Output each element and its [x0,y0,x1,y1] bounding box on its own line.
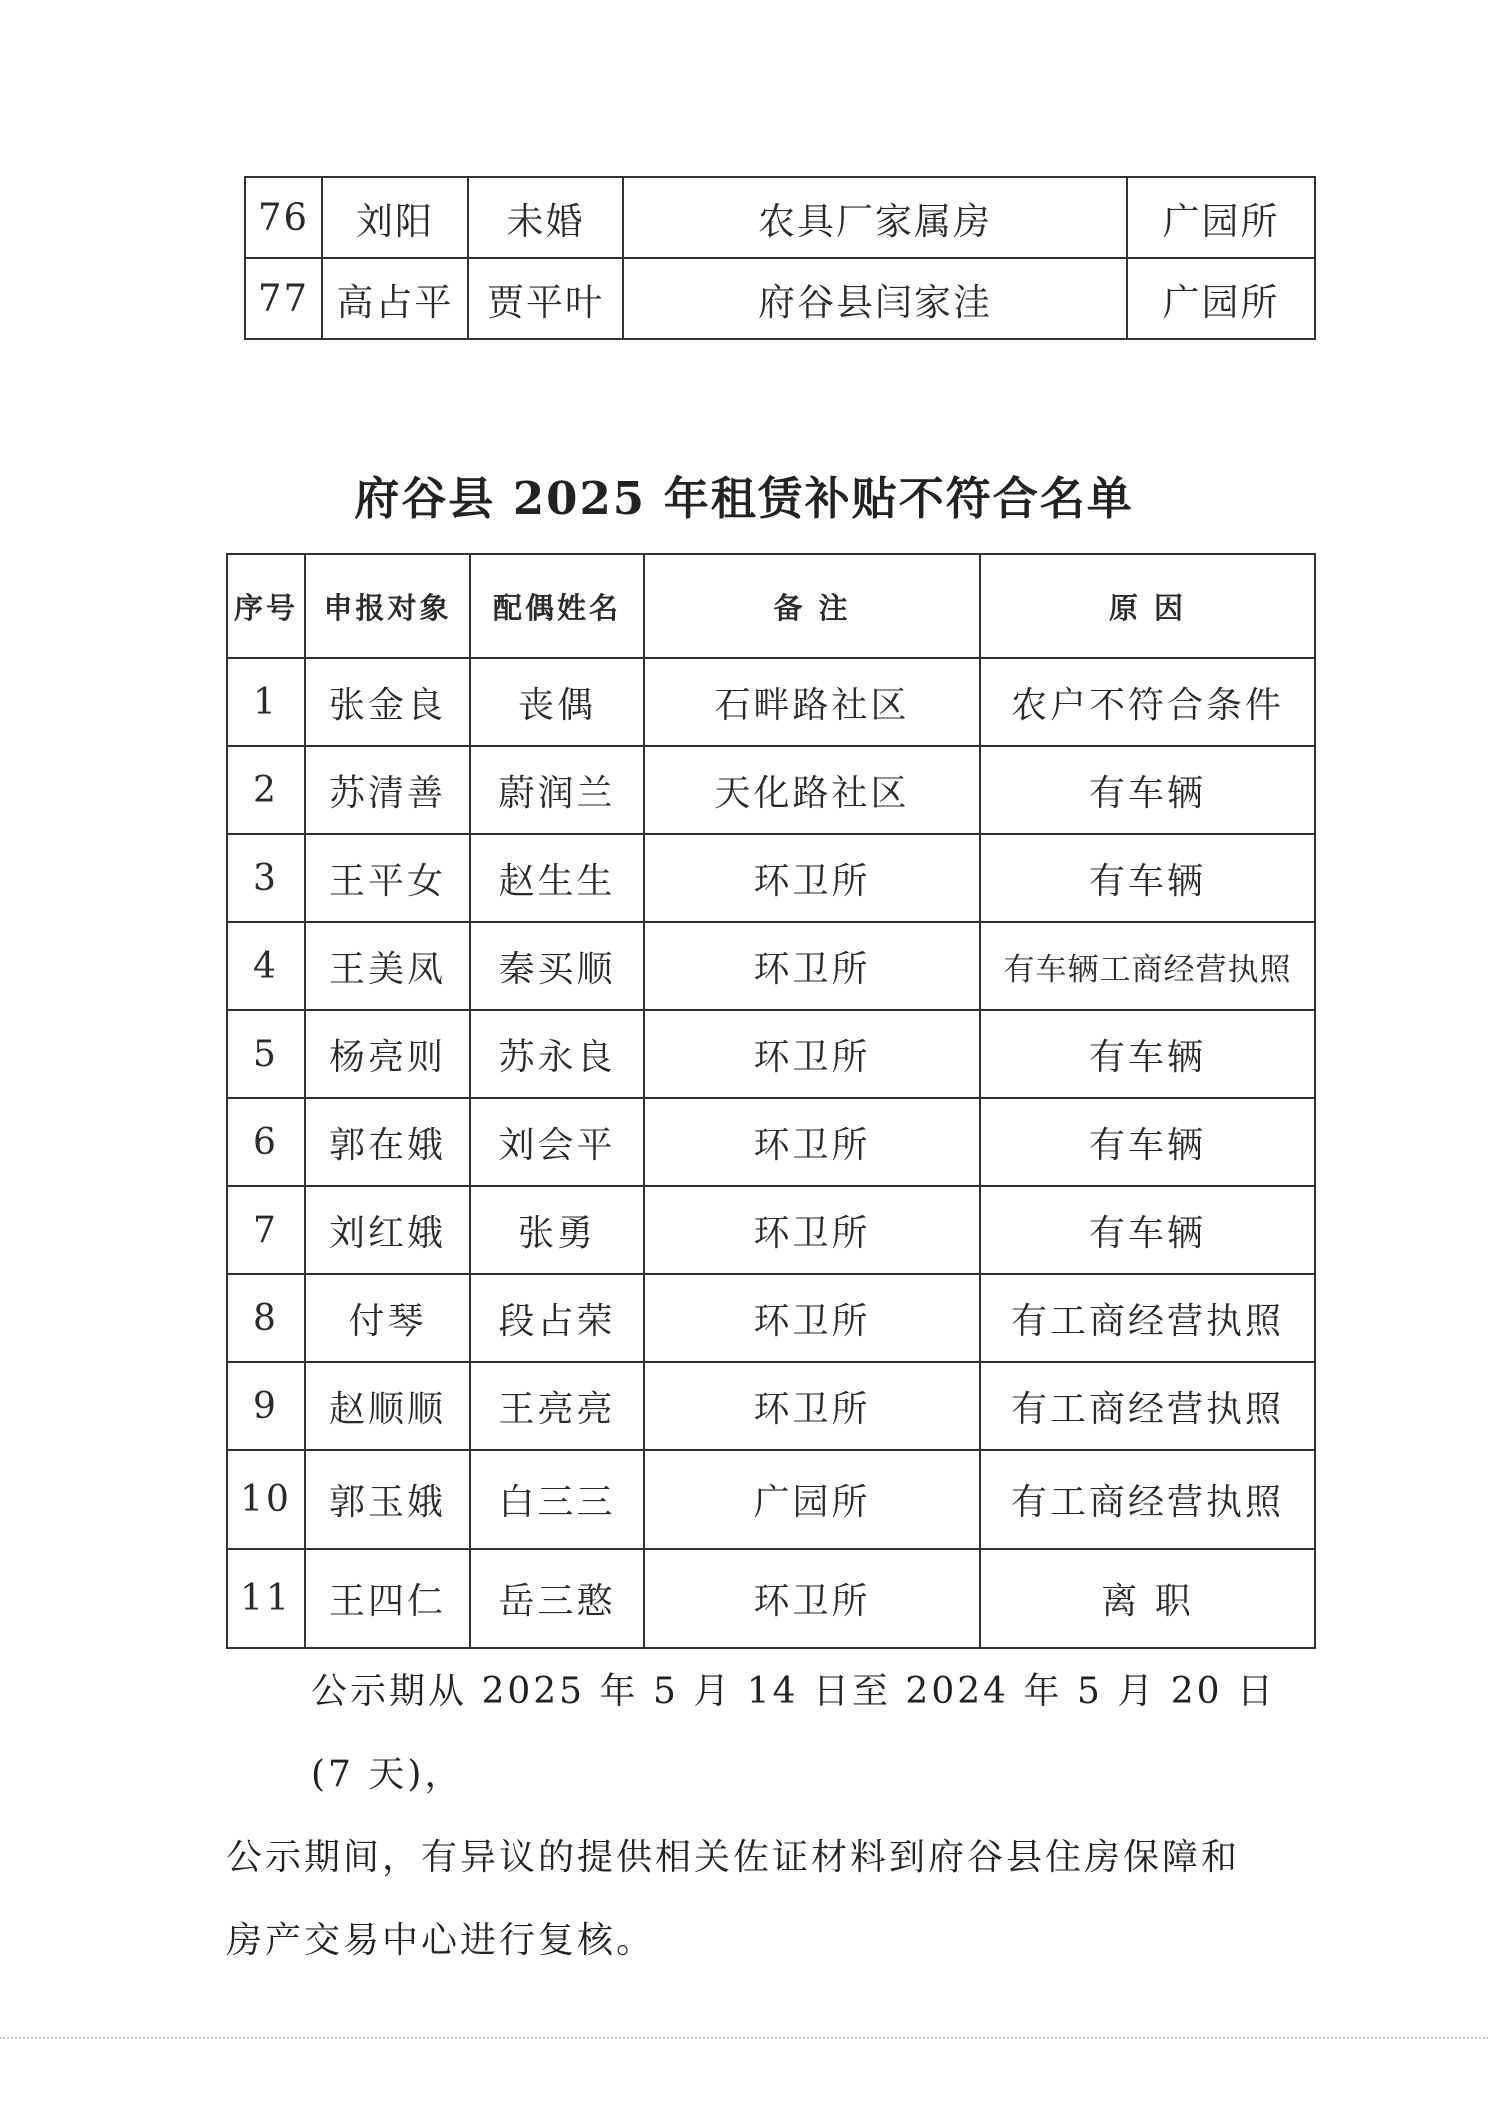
notice-line-2: 公示期间，有异议的提供相关佐证材料到府谷县住房保障和 [226,1837,1241,1878]
applicant-name: 郭玉娥 [305,1450,470,1549]
row-number: 7 [227,1186,305,1274]
table-row [245,258,1315,339]
continuation-table [244,176,1316,340]
remark: 环卫所 [644,1362,980,1450]
header-number: 序号 [227,554,305,658]
applicant-name: 苏清善 [305,746,470,834]
remark: 广园所 [644,1450,980,1549]
spouse-name: 王亮亮 [470,1362,644,1450]
spouse-name: 未婚 [468,177,623,258]
reason: 有工商经营执照 [980,1450,1315,1549]
unit: 广园所 [1127,177,1315,258]
header-reason: 原 因 [980,554,1315,658]
applicant-name: 杨亮则 [305,1010,470,1098]
reason: 有车辆 [980,834,1315,922]
scan-artifact-line [0,2037,1488,2039]
remark: 环卫所 [644,1274,980,1362]
spouse-name: 白三三 [470,1450,644,1549]
notice-paragraph [226,1650,1316,1982]
ineligible-list-table [226,553,1316,1649]
spouse-name: 秦买顺 [470,922,644,1010]
header-applicant: 申报对象 [305,554,470,658]
table-row [227,1450,1315,1549]
row-number: 3 [227,834,305,922]
remark: 环卫所 [644,1549,980,1648]
address: 府谷县闫家洼 [623,258,1127,339]
reason: 有工商经营执照 [980,1274,1315,1362]
applicant-name: 张金良 [305,658,470,746]
table-header-row [227,554,1315,658]
row-number: 9 [227,1362,305,1450]
header-spouse: 配偶姓名 [470,554,644,658]
reason: 有工商经营执照 [980,1362,1315,1450]
row-number: 76 [245,177,322,258]
reason: 离 职 [980,1549,1315,1648]
unit: 广园所 [1127,258,1315,339]
table-row [227,1362,1315,1450]
remark: 环卫所 [644,1186,980,1274]
remark: 环卫所 [644,1010,980,1098]
row-number: 8 [227,1274,305,1362]
row-number: 10 [227,1450,305,1549]
spouse-name: 丧偶 [470,658,644,746]
reason: 农户不符合条件 [980,658,1315,746]
table-row [227,746,1315,834]
spouse-name: 苏永良 [470,1010,644,1098]
table-row [227,1549,1315,1648]
remark: 环卫所 [644,834,980,922]
table-row [227,922,1315,1010]
applicant-name: 王美凤 [305,922,470,1010]
table-row [227,1274,1315,1362]
spouse-name: 贾平叶 [468,258,623,339]
remark: 石畔路社区 [644,658,980,746]
table-row [227,658,1315,746]
applicant-name: 刘红娥 [305,1186,470,1274]
spouse-name: 蔚润兰 [470,746,644,834]
row-number: 11 [227,1549,305,1648]
table-row [227,1010,1315,1098]
table-row [245,177,1315,258]
remark: 环卫所 [644,922,980,1010]
row-number: 4 [227,922,305,1010]
header-remark: 备 注 [644,554,980,658]
notice-line-1: 公示期从 2025 年 5 月 14 日至 2024 年 5 月 20 日(7 天)， [311,1671,1276,1795]
applicant-name: 刘阳 [322,177,468,258]
row-number: 1 [227,658,305,746]
table-row [227,1098,1315,1186]
remark: 天化路社区 [644,746,980,834]
spouse-name: 段占荣 [470,1274,644,1362]
applicant-name: 赵顺顺 [305,1362,470,1450]
document-title: 府谷县 2025 年租赁补贴不符合名单 [354,472,1134,525]
spouse-name: 赵生生 [470,834,644,922]
remark: 环卫所 [644,1098,980,1186]
table-row [227,1186,1315,1274]
applicant-name: 王四仁 [305,1549,470,1648]
applicant-name: 郭在娥 [305,1098,470,1186]
reason: 有车辆 [980,1010,1315,1098]
reason: 有车辆 [980,746,1315,834]
row-number: 6 [227,1098,305,1186]
spouse-name: 岳三憨 [470,1549,644,1648]
table-row [227,834,1315,922]
spouse-name: 刘会平 [470,1098,644,1186]
row-number: 2 [227,746,305,834]
address: 农具厂家属房 [623,177,1127,258]
applicant-name: 高占平 [322,258,468,339]
spouse-name: 张勇 [470,1186,644,1274]
reason: 有车辆 [980,1186,1315,1274]
applicant-name: 王平女 [305,834,470,922]
reason: 有车辆工商经营执照 [980,922,1315,1010]
row-number: 5 [227,1010,305,1098]
row-number: 77 [245,258,322,339]
reason: 有车辆 [980,1098,1315,1186]
notice-line-3: 房产交易中心进行复核。 [226,1920,656,1961]
applicant-name: 付琴 [305,1274,470,1362]
